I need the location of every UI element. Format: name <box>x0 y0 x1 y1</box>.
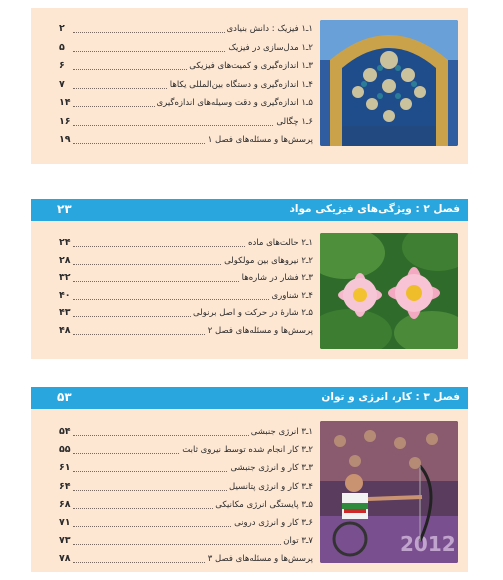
toc-entry-page: ۱۹ <box>59 134 71 145</box>
toc-entry <box>59 324 313 340</box>
toc-entry <box>59 115 313 131</box>
toc-entry-title: پرسش‌ها و مسئله‌های فصل ۳ <box>207 554 313 565</box>
toc-entry <box>59 552 313 568</box>
toc-entry <box>59 289 313 305</box>
toc-entry-title: ۲ـ۳ کار انجام شده توسط نیروی ثابت <box>182 445 313 456</box>
chapter-2-title: فصل ۲ : ویژگی‌های فیزیکی مواد <box>289 203 460 215</box>
toc-entry-title: پرسش‌ها و مسئله‌های فصل ۲ <box>207 325 313 336</box>
water-lilies-photo <box>320 233 458 349</box>
toc-entry-page: ۱۴ <box>59 97 71 108</box>
chapter-3-header <box>31 387 468 409</box>
toc-entry-page: ۶۱ <box>59 462 71 474</box>
chapter-2-page: ۲۳ <box>57 202 72 216</box>
toc-entry <box>59 516 313 532</box>
toc-entry-title: ۴ـ۳ کار و انرژی پتانسیل <box>229 481 313 492</box>
toc-entry-page: ۷۳ <box>59 535 71 547</box>
toc-entry-page: ۲۸ <box>59 254 71 266</box>
toc-entry-title: ۱ـ۱ فیزیک : دانش بنیادی <box>226 24 313 34</box>
toc-entry <box>59 96 313 112</box>
toc-entry <box>59 461 313 477</box>
toc-entry-title: ۵ـ۱ اندازه‌گیری و دقت وسیله‌های اندازه‌گیری <box>156 98 313 108</box>
chapter-3-page: ۵۳ <box>57 390 72 404</box>
toc-entry-title: ۲ـ۱ مدل‌سازی در فیزیک <box>228 42 313 53</box>
toc-entry-page: ۴۰ <box>59 289 71 301</box>
toc-entry-page: ۳۲ <box>59 272 71 283</box>
toc-entry-page: ۵۴ <box>59 426 71 437</box>
toc-entry-page: ۷ <box>59 78 65 90</box>
toc-entry-title: ۱ـ۳ انرژی جنبشی <box>250 427 313 437</box>
toc-entry <box>59 306 313 322</box>
toc-entry-page: ۴۳ <box>59 307 71 318</box>
toc-entry-title: ۲ـ۲ نیروهای بین مولکولی <box>224 255 313 266</box>
chapter-1-panel <box>31 8 468 164</box>
toc-entry-page: ۵ <box>59 41 65 53</box>
toc-entry <box>59 498 313 514</box>
toc-entry-title: ۳ـ۲ فشار در شاره‌ها <box>241 273 313 283</box>
toc-entry-page: ۷۸ <box>59 553 71 565</box>
toc-entry <box>59 534 313 550</box>
toc-entry-title: ۴ـ۱ اندازه‌گیری و دستگاه بین‌المللی یکاها <box>169 79 313 90</box>
toc-entry <box>59 425 313 441</box>
toc-entry <box>59 443 313 459</box>
toc-entry-page: ۲ <box>59 23 65 34</box>
toc-entry-title: پرسش‌ها و مسئله‌های فصل ۱ <box>207 135 313 145</box>
toc-entry-title: ۳ـ۱ اندازه‌گیری و کمیت‌های فیزیکی <box>189 61 313 71</box>
toc-entry-title: ۵ـ۲ شارهٔ در حرکت و اصل برنولی <box>193 308 313 318</box>
toc-entry <box>59 41 313 57</box>
toc-entry-title: ۱ـ۲ حالت‌های ماده <box>248 238 313 248</box>
toc-entry <box>59 22 313 38</box>
toc-entry-page: ۵۵ <box>59 444 71 456</box>
mosque-muqarnas-photo <box>320 20 458 146</box>
chapter-2-panel <box>31 221 468 359</box>
toc-entry-page: ۶۴ <box>59 480 71 492</box>
toc-entry-page: ۱۶ <box>59 115 71 127</box>
dot-leader <box>73 534 313 545</box>
toc-entry <box>59 59 313 75</box>
photo-year-text: 2012 <box>400 532 456 556</box>
toc-entry-title: ۶ـ۱ چگالی <box>276 116 313 127</box>
toc-entry <box>59 236 313 252</box>
toc-entry-page: ۶۸ <box>59 498 71 510</box>
chapter-3-panel <box>31 409 468 572</box>
chapter-3-title: فصل ۳ : کار، انرژی و توان <box>321 391 460 403</box>
toc-entry-page: ۴۸ <box>59 324 71 336</box>
toc-entry <box>59 271 313 287</box>
toc-entry-page: ۶ <box>59 60 65 71</box>
toc-entry-title: ۳ـ۳ کار و انرژی جنبشی <box>230 463 313 474</box>
toc-entry <box>59 480 313 496</box>
toc-entry-title: ۶ـ۳ کار و انرژی درونی <box>234 518 313 528</box>
toc-entry-title: ۴ـ۲ شناوری <box>271 290 313 301</box>
toc-entry-title: ۷ـ۳ توان <box>283 536 313 547</box>
toc-entry-page: ۲۴ <box>59 237 71 248</box>
toc-entry <box>59 78 313 94</box>
toc-entry-page: ۷۱ <box>59 517 71 528</box>
toc-entry <box>59 254 313 270</box>
paralympic-archer-photo <box>320 421 458 563</box>
chapter-2-header <box>31 199 468 221</box>
toc-entry <box>59 133 313 149</box>
toc-entry-title: ۵ـ۳ پایستگی انرژی مکانیکی <box>215 499 313 510</box>
